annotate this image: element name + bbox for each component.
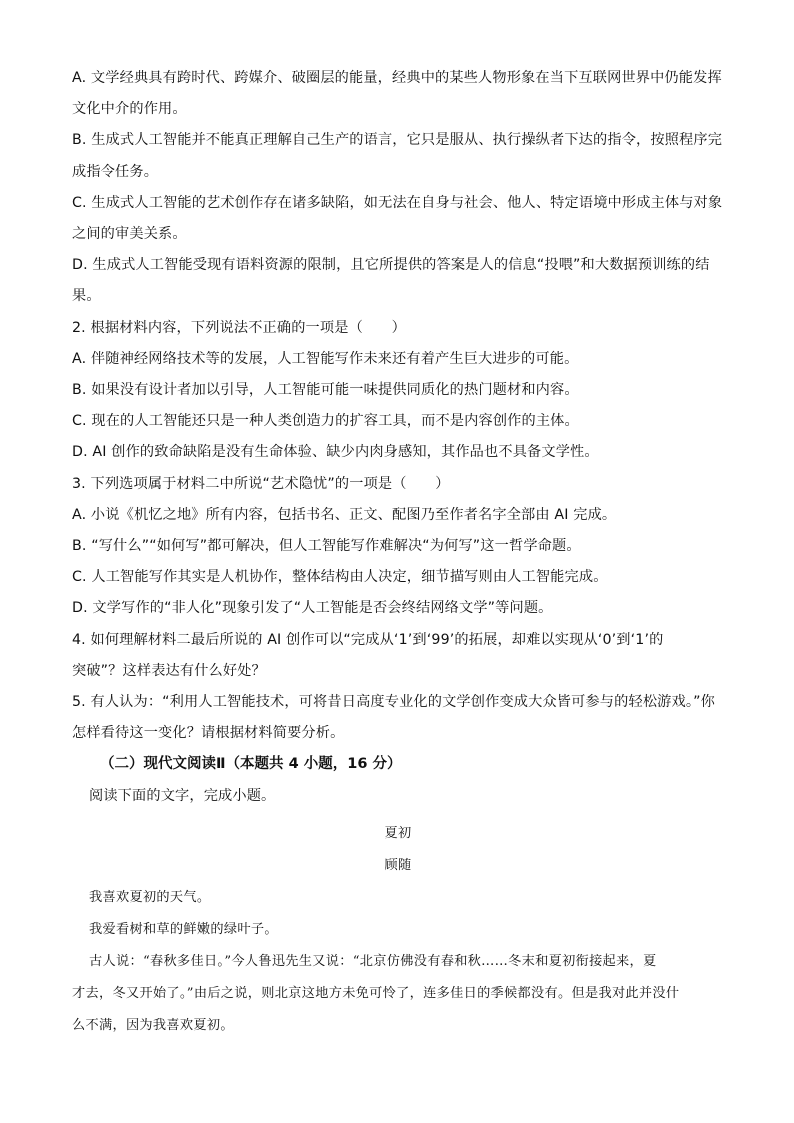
- question-2-stem: 2. 根据材料内容，下列说法不正确的一项是（ ）: [72, 319, 406, 336]
- question-2-option-c: C. 现在的人工智能还只是一种人类创造力的扩容工具，而不是内容创作的主体。: [72, 413, 579, 430]
- essay-paragraph-3-line-2: 才去，冬又开始了。”由后之说，则北京这地方未免可怜了，连多佳日的季候都没有。但是我对此并没什: [72, 985, 680, 1001]
- question-4-line-1: 4. 如何理解材料二最后所说的 AI 创作可以“完成从‘1’到‘99’的拓展，却难以实现从‘0’到‘1’的: [72, 631, 664, 648]
- essay-paragraph-1: 我喜欢夏初的天气。: [89, 889, 211, 905]
- question-2-option-d: D. AI 创作的致命缺陷是没有生命体验、缺少内肉身感知，其作品也不具备文学性。: [72, 444, 599, 461]
- question-3-option-d: D. 文学写作的“非人化”现象引发了“人工智能是否会终结网络文学”等问题。: [72, 600, 553, 617]
- essay: [72, 818, 724, 1042]
- essay-paragraph-3-line-1: 古人说：“春秋多佳日。”今人鲁迅先生又说：“北京仿佛没有春和秋……冬末和夏初衔接起来，夏: [89, 953, 657, 969]
- option-a-line-2: 文化中介的作用。: [72, 101, 187, 118]
- section-heading: （二）现代文阅读Ⅱ（本题共 4 小题，16 分）: [100, 756, 402, 773]
- question-3-option-b: B. “写什么”“如何写”都可解决，但人工智能写作难解决“为何写”这一哲学命题。: [72, 538, 581, 555]
- option-c-line-1: C. 生成式人工智能的艺术创作存在诸多缺陷，如无法在自身与社会、他人、特定语境中形成主体与对象: [72, 194, 723, 211]
- option-d-line-2: 果。: [72, 288, 101, 305]
- question-3-option-c: C. 人工智能写作其实是人机协作，整体结构由人决定，细节描写则由人工智能完成。: [72, 569, 608, 586]
- option-a-line-1: A. 文学经典具有跨时代、跨媒介、破圈层的能量，经典中的某些人物形象在当下互联网世界中仍能发挥: [72, 70, 722, 86]
- essay-title: 夏初: [384, 825, 412, 841]
- option-c-line-2: 之间的审美关系。: [72, 226, 187, 243]
- question-2-option-a: A. 伴随神经网络技术等的发展，人工智能写作未来还有着产生巨大进步的可能。: [72, 350, 579, 367]
- reading-instruction: 阅读下面的文字，完成小题。: [89, 787, 276, 804]
- question-5-line-1: 5. 有人认为：“利用人工智能技术，可将昔日高度专业化的文学创作变成大众皆可参与的轻松游戏。”你: [72, 694, 715, 711]
- question-block: [72, 63, 724, 749]
- essay-author: 顾随: [384, 857, 412, 873]
- question-5-line-2: 怎样看待这一变化？请根据材料简要分析。: [72, 725, 345, 742]
- option-b-line-2: 成指令任务。: [72, 163, 159, 180]
- option-b-line-1: B. 生成式人工智能并不能真正理解自己生产的语言，它只是服从、执行操纵者下达的指令，按照程序完: [72, 132, 723, 149]
- option-d-line-1: D. 生成式人工智能受现有语料资源的限制，且它所提供的答案是人的信息“投喂”和大数据预训练的结: [72, 257, 710, 274]
- essay-paragraph-2: 我爱看树和草的鲜嫩的绿叶子。: [89, 921, 278, 937]
- question-4-line-2: 突破”？这样表达有什么好处？: [72, 662, 266, 679]
- question-3-option-a: A. 小说《机忆之地》所有内容，包括书名、正文、配图乃至作者名字全部由 AI 完成。: [72, 506, 617, 523]
- essay-paragraph-3-line-3: 么不满，因为我喜欢夏初。: [72, 1017, 234, 1033]
- question-3-stem: 3. 下列选项属于材料二中所说“艺术隐忧”的一项是（ ）: [72, 475, 450, 492]
- question-2-option-b: B. 如果没有设计者加以引导，人工智能可能一味提供同质化的热门题材和内容。: [72, 382, 579, 399]
